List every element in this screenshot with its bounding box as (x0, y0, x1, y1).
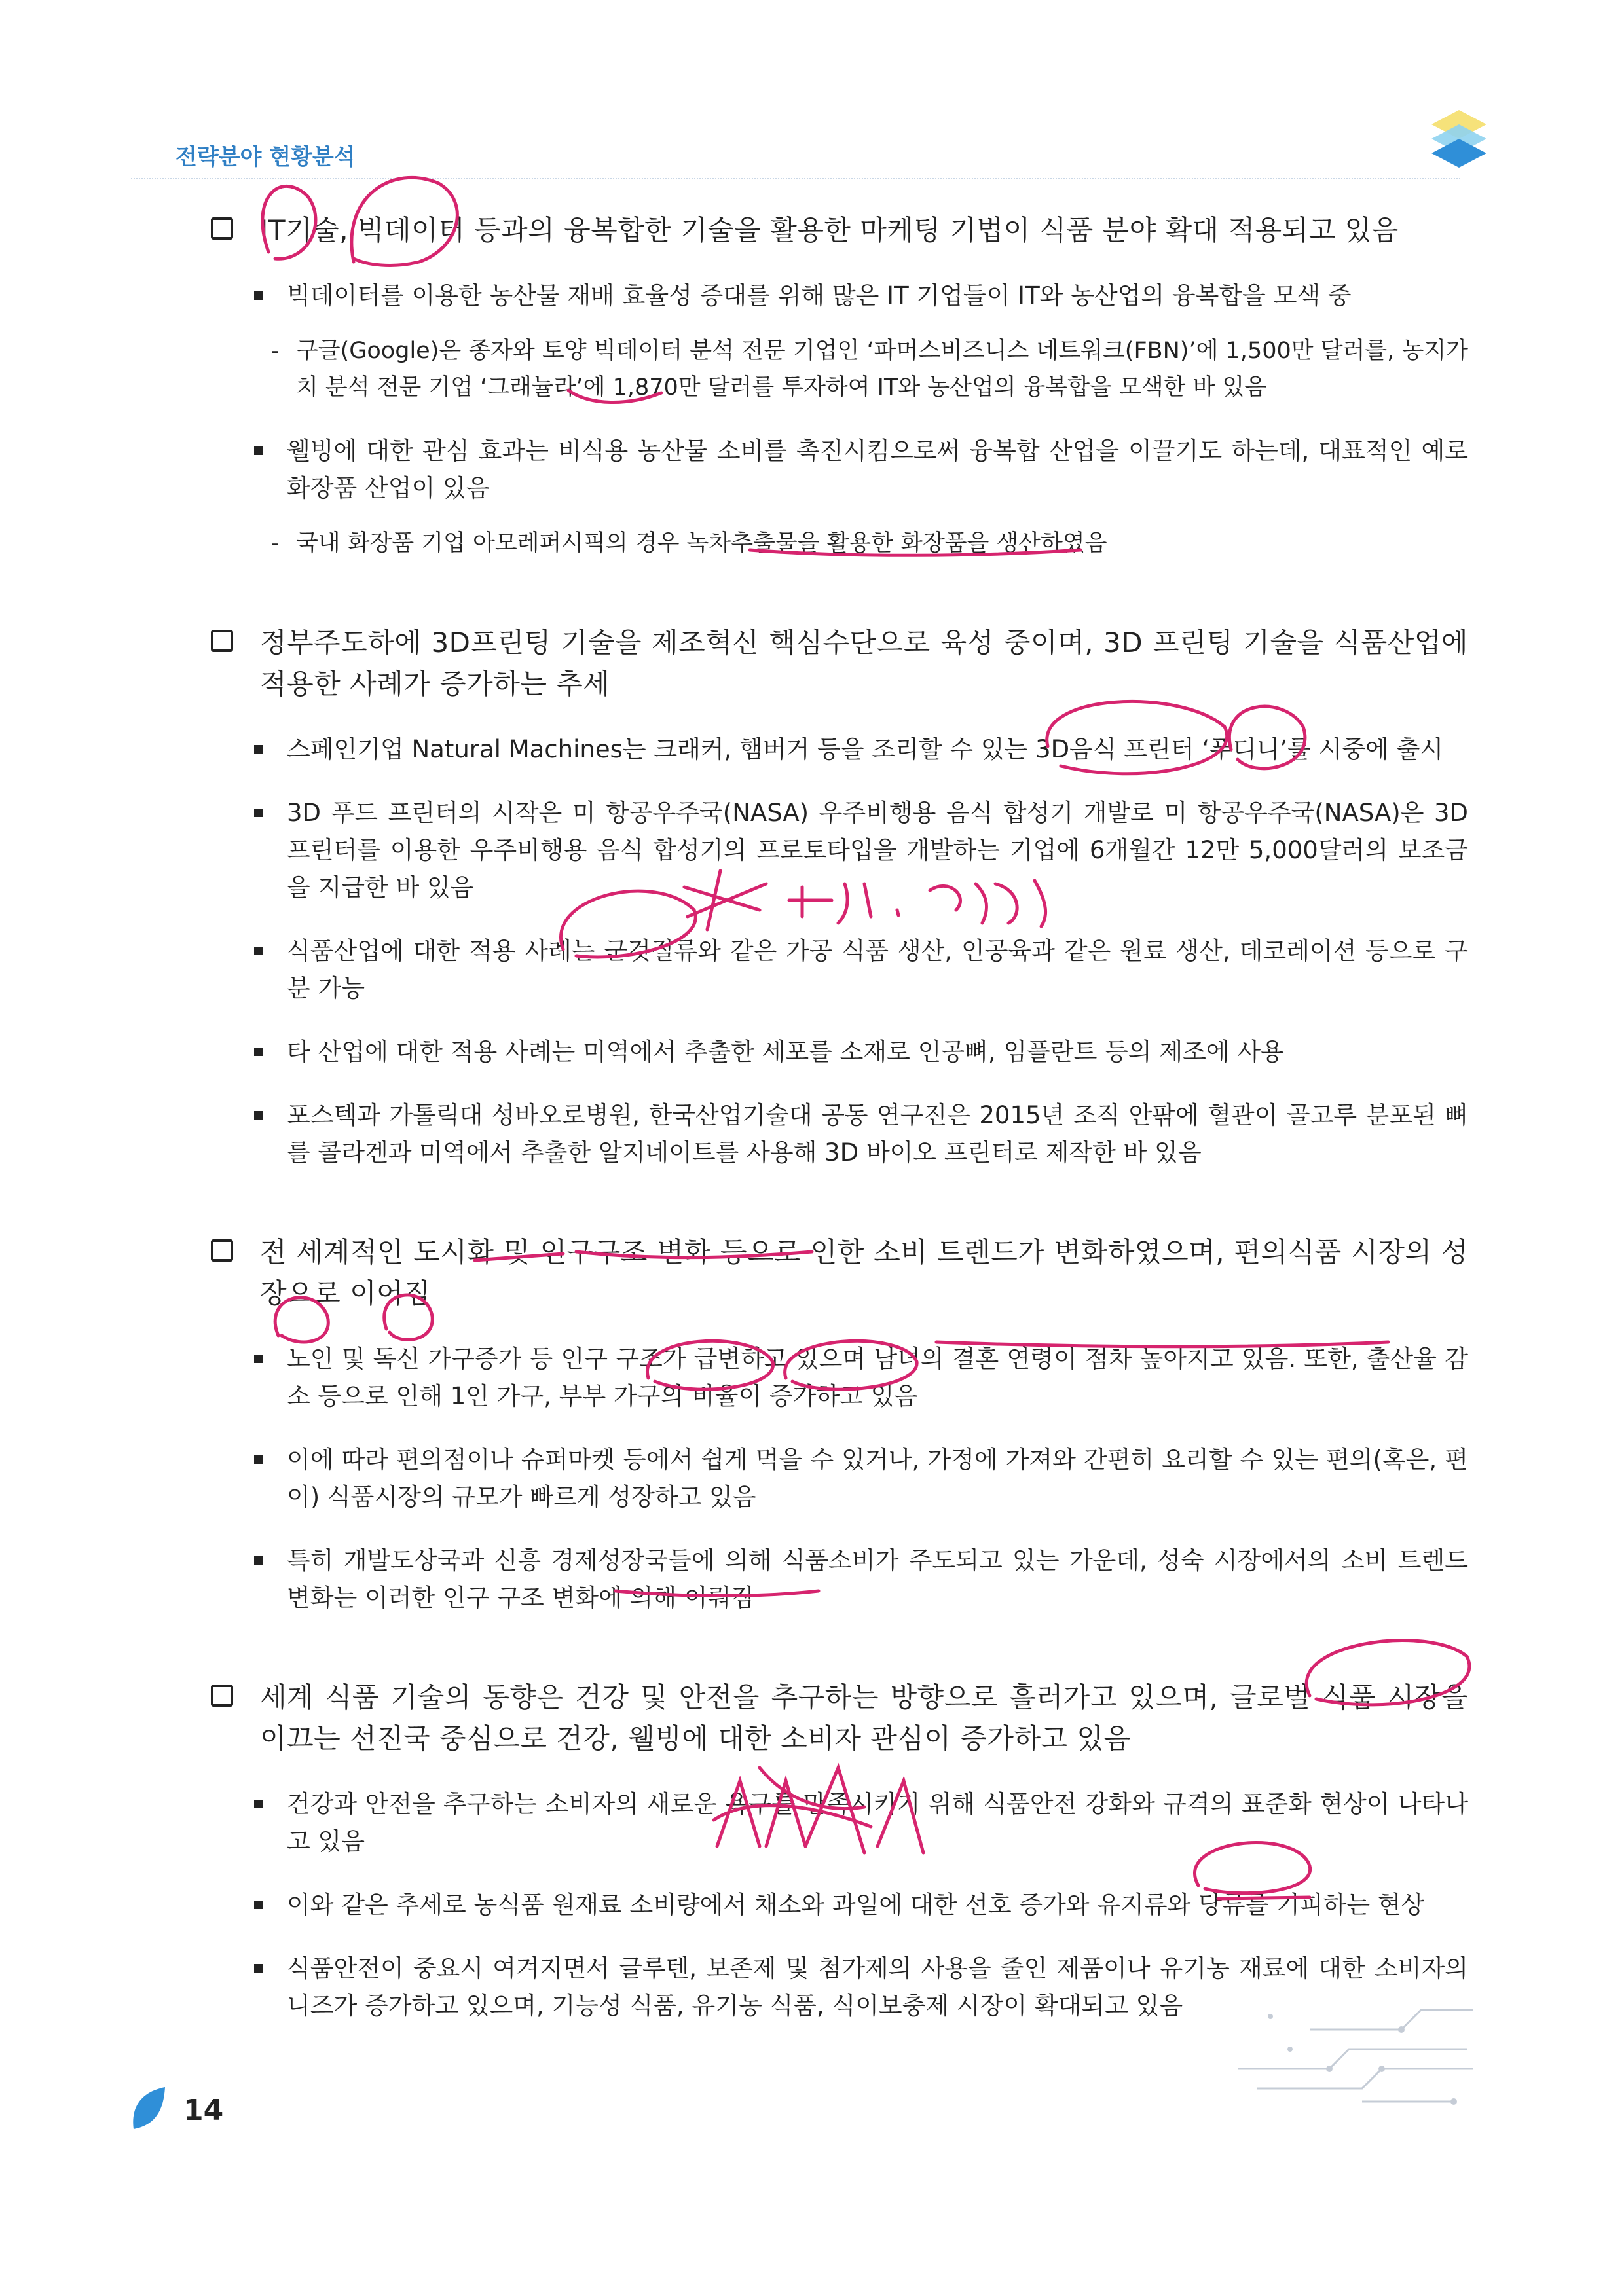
section-heading: 세계 식품 기술의 동향은 건강 및 안전을 추구하는 방향으로 흘러가고 있으며, 글로벌 식품 시장을 이끄는 선진국 중심으로 건강, 웰빙에 대한 소비자 관심이 증가하고 있음 (211, 1677, 1468, 1759)
checkbox-icon (211, 1685, 233, 1707)
header-divider (131, 178, 1460, 179)
section-title: 전략분야 현황분석 (175, 144, 356, 170)
bullet-item: 포스텍과 가톨릭대 성바오로병원, 한국산업기술대 공동 연구진은 2015년 조직 안팎에 혈관이 골고루 분포된 뼈를 콜라겐과 미역에서 추출한 알지네이트를 사용해 3D 바이오 프린터로 제작한 바 있음 (211, 1097, 1468, 1171)
bullet-item: 빅데이터를 이용한 농산물 재배 효율성 증대를 위해 많은 IT 기업들이 IT와 농산업의 융복합을 모색 중 (211, 277, 1468, 314)
bullet-item: 웰빙에 대한 관심 효과는 비식용 농산물 소비를 촉진시킴으로써 융복합 산업을 이끌기도 하는데, 대표적인 예로 화장품 산업이 있음 (211, 432, 1468, 507)
bullet-item: 건강과 안전을 추구하는 소비자의 새로운 욕구를 만족시키기 위해 식품안전 강화와 규격의 표준화 현상이 나타나고 있음 (211, 1785, 1468, 1860)
checkbox-icon (211, 217, 233, 240)
bullet-item: 타 산업에 대한 적용 사례는 미역에서 추출한 세포를 소재로 인공뼈, 임플란트 등의 제조에 사용 (211, 1033, 1468, 1070)
layered-diamond-logo (1426, 105, 1492, 177)
dash-marker: - (271, 338, 280, 364)
section-1 (211, 210, 1468, 562)
bullet-item: 이에 따라 편의점이나 슈퍼마켓 등에서 쉽게 먹을 수 있거나, 가정에 가져와 간편히 요리할 수 있는 편의(혹은, 편이) 식품시장의 규모가 빠르게 성장하고 있음 (211, 1441, 1468, 1516)
section-heading: 정부주도하에 3D프린팅 기술을 제조혁신 핵심수단으로 육성 중이며, 3D 프린팅 기술을 식품산업에 적용한 사례가 증가하는 추세 (211, 622, 1468, 704)
sub-item: - 구글(Google)은 종자와 토양 빅데이터 분석 전문 기업인 ‘파머스비즈니스 네트워크(FBN)’에 1,500만 달러를, 농지가치 분석 전문 기업 ‘그래뉼라’에 1,870만 달러를 투자하여 IT와 농산업의 융복합을 모색한 바 있음 (211, 333, 1468, 406)
bullet-item: 3D 푸드 프린터의 시작은 미 항공우주국(NASA) 우주비행용 음식 합성기 개발로 미 항공우주국(NASA)은 3D 프린터를 이용한 우주비행용 음식 합성기의 프로토타입을 개발하는 기업에 6개월간 12만 5,000달러의 보조금을 지급한 바 있음 (211, 794, 1468, 906)
dash-marker: - (271, 530, 280, 556)
checkbox-icon (211, 630, 233, 652)
bullet-item: 식품안전이 중요시 여겨지면서 글루텐, 보존제 및 첨가제의 사용을 줄인 제품이나 유기농 재료에 대한 소비자의 니즈가 증가하고 있으며, 기능성 식품, 유기농 식품, 식이보충제 시장이 확대되고 있음 (211, 1950, 1468, 2024)
bullet-item: 특히 개발도상국과 신흥 경제성장국들에 의해 식품소비가 주도되고 있는 가운데, 성숙 시장에서의 소비 트렌드 변화는 이러한 인구 구조 변화에 의해 이뤄짐 (211, 1542, 1468, 1616)
bullet-item: 노인 및 독신 가구증가 등 인구 구조가 급변하고 있으며 남녀의 결혼 연령이 점차 높아지고 있음. 또한, 출산율 감소 등으로 인해 1인 가구, 부부 가구의 비율이 증가하고 있음 (211, 1340, 1468, 1415)
checkbox-icon (211, 1239, 233, 1262)
bullet-item: 식품산업에 대한 적용 사례는 군것질류와 같은 가공 식품 생산, 인공육과 같은 원료 생산, 데코레이션 등으로 구분 가능 (211, 932, 1468, 1007)
section-4 (211, 1677, 1468, 2024)
page-leaf-icon (126, 2083, 172, 2136)
circuit-decoration (1231, 1990, 1480, 2108)
page-number: 14 (183, 2094, 224, 2127)
section-3 (211, 1231, 1468, 1616)
sub-item: - 국내 화장품 기업 아모레퍼시픽의 경우 녹차추출물을 활용한 화장품을 생산하였음 (211, 525, 1468, 562)
section-2 (211, 622, 1468, 1171)
bullet-item: 이와 같은 추세로 농식품 원재료 소비량에서 채소와 과일에 대한 선호 증가와 유지류와 당류를 기피하는 현상 (211, 1886, 1468, 1923)
document-body (211, 210, 1468, 2085)
section-heading: 전 세계적인 도시화 및 인구구조 변화 등으로 인한 소비 트렌드가 변화하였으며, 편의식품 시장의 성장으로 이어짐 (211, 1231, 1468, 1314)
bullet-item: 스페인기업 Natural Machines는 크래커, 햄버거 등을 조리할 수 있는 3D음식 프린터 ‘푸디니’를 시중에 출시 (211, 731, 1468, 768)
section-heading: IT기술, 빅데이터 등과의 융복합한 기술을 활용한 마케팅 기법이 식품 분야 확대 적용되고 있음 (211, 210, 1468, 251)
